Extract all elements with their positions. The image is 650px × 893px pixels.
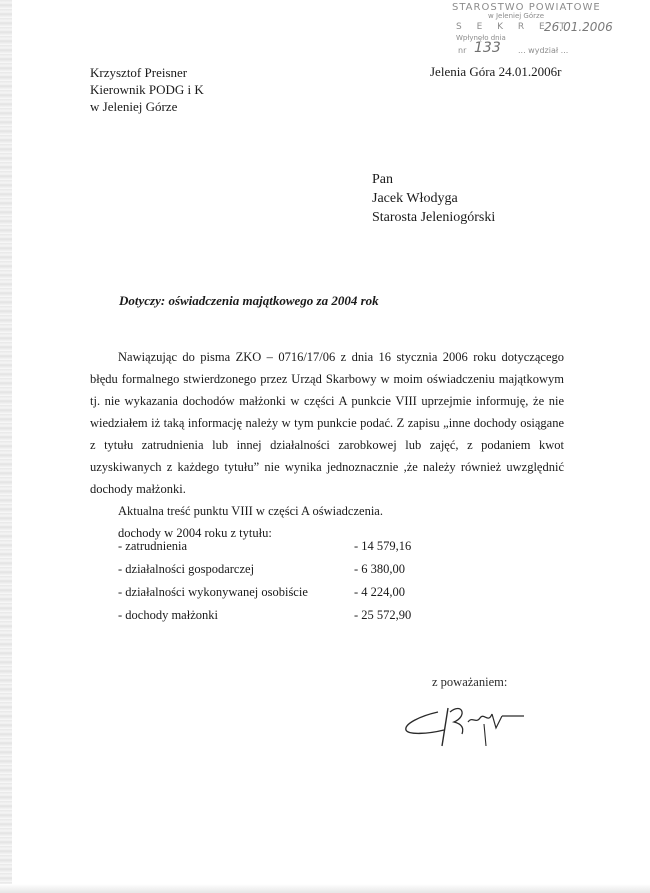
income-value: - 14 579,16: [354, 539, 412, 553]
closing-phrase: z poważaniem:: [432, 675, 508, 689]
letter-body: [90, 346, 564, 544]
scan-edge: [0, 0, 12, 893]
recipient-title: Starosta Jeleniogórski: [372, 210, 496, 225]
stamp-city: w Jeleniej Górze: [488, 12, 544, 20]
body-paragraph: Nawiązując do pisma ZKO – 0716/17/06 z dnia 16 stycznia 2006 roku dotyczącego błędu formalnego stwierdzonego przez Urząd Skarbowy w moim oświadczeniu majątkowym tj. nie wykazania dochodów małżonki w części A punkcie VIII uprzejmie informuję, że nie wiedziałem iż taką informację należy w tym punkcie podać. Z zapisu „inne dochody osiągane z tytułu zatrudnienia lub innej działalności zarobkowej lub zajęć, z podaniem kwot uzyskiwanych z każdego tytułu” nie wynika jednoznacznie ,że należy również uwzględnić dochody małżonki.: [90, 350, 564, 496]
income-item: [118, 539, 418, 561]
sender-name: Krzysztof Preisner: [90, 65, 188, 80]
place-date: Jelenia Góra 24.01.2006r: [430, 64, 562, 79]
income-label: - działalności gospodarczej: [118, 562, 255, 576]
current-content-line: Aktualna treść punktu VIII w części A oświadczenia.: [118, 504, 383, 518]
subject-line: Dotyczy: oświadczenia majątkowego za 2004 rok: [119, 293, 379, 308]
recipient-salutation: Pan: [372, 172, 393, 187]
income-intro-line: dochody w 2004 roku z tytułu:: [118, 526, 272, 540]
income-value: - 4 224,00: [354, 585, 406, 599]
registry-stamp: [452, 2, 642, 60]
income-label: - zatrudnienia: [118, 539, 188, 553]
stamp-department: ... wydział ...: [518, 46, 569, 55]
income-label: - dochody małżonki: [118, 608, 218, 622]
scan-bottom-edge: [0, 884, 650, 893]
handwritten-signature: [398, 694, 530, 752]
income-item: [118, 562, 418, 584]
sender-position: Kierownik PODG i K: [90, 82, 204, 97]
stamp-number-label: nr: [458, 46, 467, 55]
stamp-received-label: Wpłynęło dnia: [456, 34, 506, 42]
stamp-date: 26.01.2006: [544, 20, 613, 34]
income-value: - 6 380,00: [354, 562, 406, 576]
income-value: - 25 572,90: [354, 608, 412, 622]
sender-location: w Jeleniej Górze: [90, 99, 178, 114]
income-label: - działalności wykonywanej osobiście: [118, 585, 308, 599]
recipient-name: Jacek Włodyga: [372, 191, 458, 206]
stamp-secretariat: S E K R E T: [456, 22, 572, 32]
sender-block: [90, 64, 204, 115]
stamp-number: 133: [474, 40, 501, 56]
stamp-office: STAROSTWO POWIATOWE: [452, 2, 601, 13]
recipient-block: [372, 170, 495, 227]
income-item: [118, 585, 418, 607]
income-item: [118, 608, 418, 630]
